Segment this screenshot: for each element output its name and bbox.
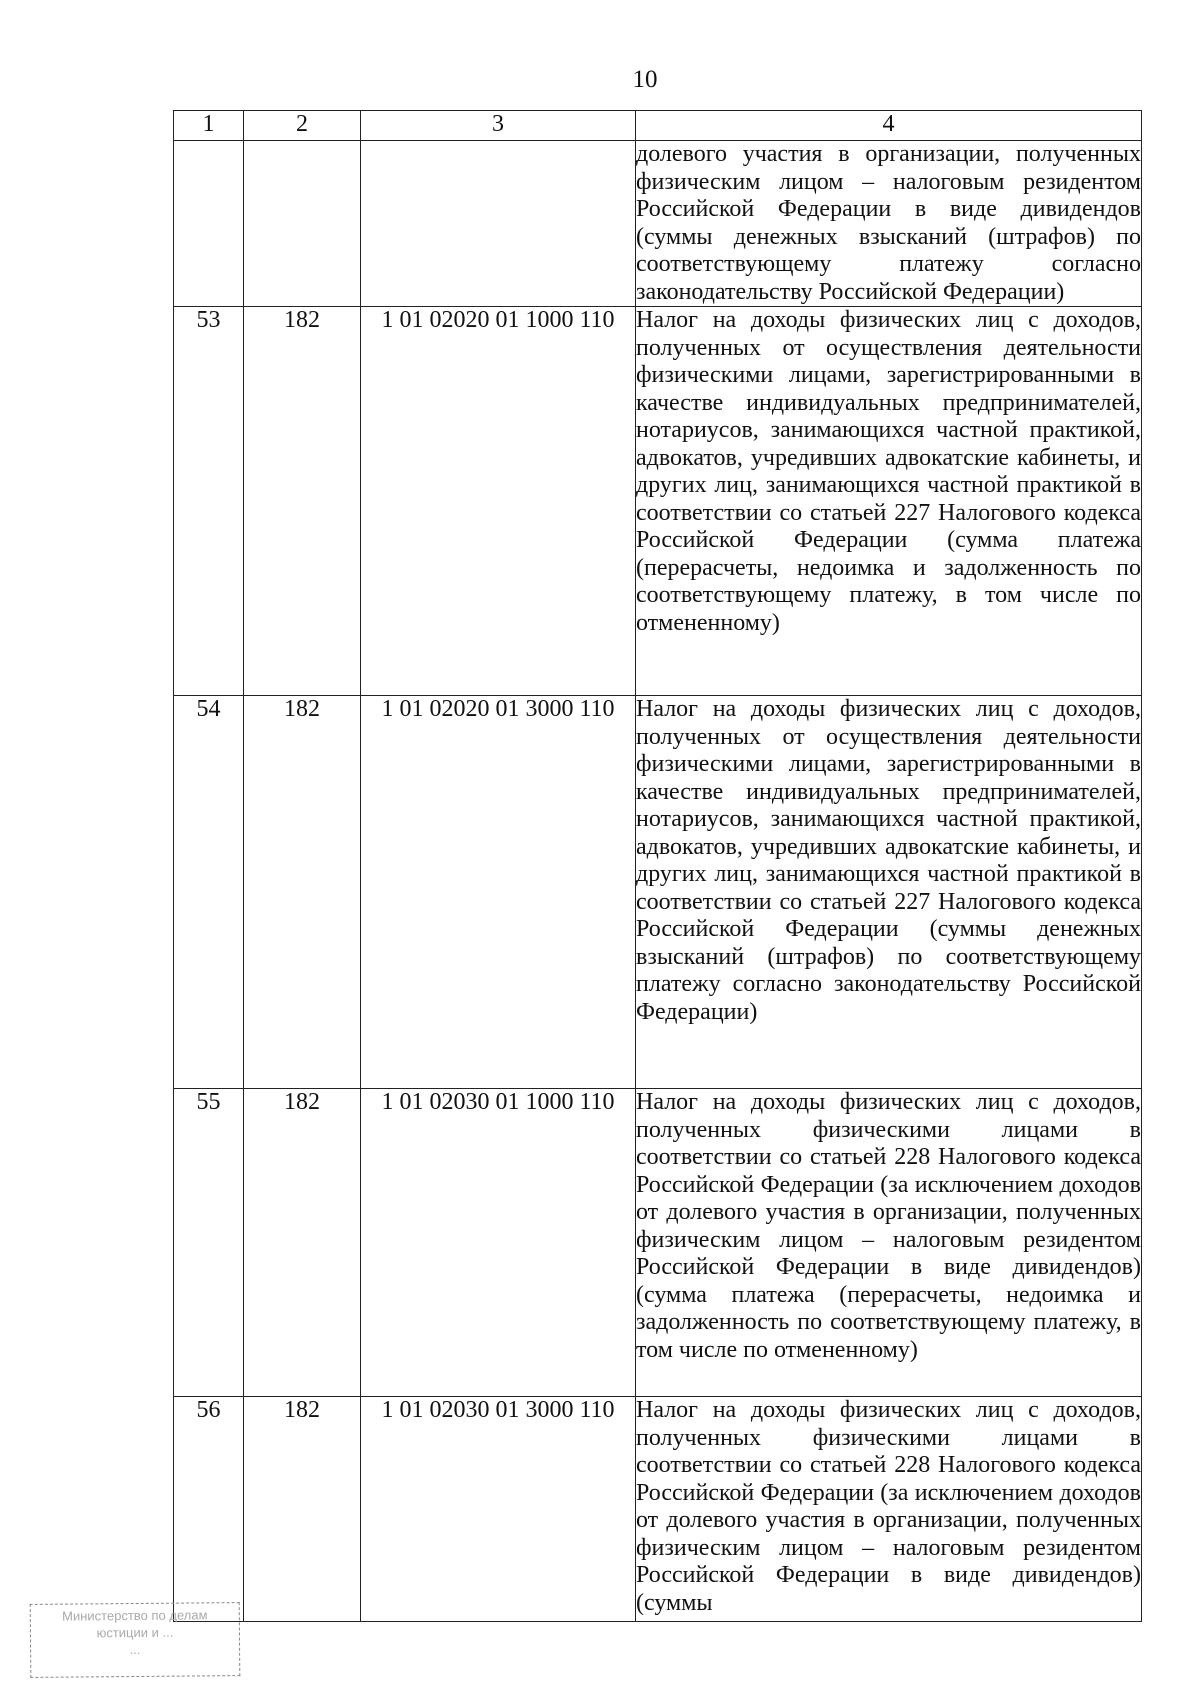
budget-classification-code <box>361 141 636 307</box>
header-col-3: 3 <box>361 111 636 141</box>
budget-codes-table <box>173 110 1142 1622</box>
row-number <box>174 141 244 307</box>
row-description: долевого участия в организации, полученных физическим лицом – налоговым резидентом Российской Федерации в виде дивидендов (суммы денежных взысканий (штрафов) по соответствующему платежу согласно законодательству Российской Федерации) <box>636 141 1141 305</box>
budget-classification-code: 1 01 02020 01 3000 110 <box>361 696 636 1089</box>
stamp-line: Министерство по делам <box>62 1607 208 1624</box>
table-header-row <box>174 111 1142 141</box>
row-description: Налог на доходы физических лиц с доходов, полученных физическими лицами в соответствии со статьей 228 Налогового кодекса Российской Федерации (за исключением доходов от долевого участия в организации, полученных физическим лицом – налоговым резидентом Российской Федерации в виде дивидендов) (суммы <box>636 1397 1142 1622</box>
header-col-4: 4 <box>636 111 1142 141</box>
admin-code: 182 <box>244 1397 361 1622</box>
row-description: Налог на доходы физических лиц с доходов, полученных от осуществления деятельности физическими лицами, зарегистрированными в качестве индивидуальных предпринимателей, нотариусов, занимающихся частной практикой, адвокатов, учредивших адвокатские кабинеты, и других лиц, занимающихся частной практикой в соответствии со статьей 227 Налогового кодекса Российской Федерации (суммы денежных взысканий (штрафов) по соответствующему платежу согласно законодательству Российской Федерации) <box>636 696 1142 1089</box>
stamp-line: ... <box>129 1641 141 1658</box>
admin-code: 182 <box>244 307 361 696</box>
table-row <box>174 141 1142 307</box>
table-row <box>174 1397 1142 1622</box>
page-number: 10 <box>632 66 658 93</box>
budget-classification-code: 1 01 02020 01 1000 110 <box>361 307 636 696</box>
row-number: 53 <box>174 307 244 696</box>
budget-classification-code: 1 01 02030 01 3000 110 <box>361 1397 636 1622</box>
row-number: 56 <box>174 1397 244 1622</box>
admin-code <box>244 141 361 307</box>
admin-code: 182 <box>244 696 361 1089</box>
row-description: Налог на доходы физических лиц с доходов, полученных от осуществления деятельности физическими лицами, зарегистрированными в качестве индивидуальных предпринимателей, нотариусов, занимающихся частной практикой, адвокатов, учредивших адвокатские кабинеты, и других лиц, занимающихся частной практикой в соответствии со статьей 227 Налогового кодекса Российской Федерации (сумма платежа (перерасчеты, недоимка и задолженность по соответствующему платежу, в том числе по отмененному) <box>636 307 1142 696</box>
stamp-line: юстиции и ... <box>96 1624 174 1641</box>
row-number: 55 <box>174 1089 244 1397</box>
row-number: 54 <box>174 696 244 1089</box>
header-col-1: 1 <box>174 111 244 141</box>
table-row <box>174 696 1142 1089</box>
table-row <box>174 1089 1142 1397</box>
admin-code: 182 <box>244 1089 361 1397</box>
table-row <box>174 307 1142 696</box>
ministry-stamp <box>30 1602 241 1678</box>
budget-classification-code: 1 01 02030 01 1000 110 <box>361 1089 636 1397</box>
header-col-2: 2 <box>244 111 361 141</box>
row-description: Налог на доходы физических лиц с доходов, полученных физическими лицами в соответствии со статьей 228 Налогового кодекса Российской Федерации (за исключением доходов от долевого участия в организации, полученных физическим лицом – налоговым резидентом Российской Федерации в виде дивидендов) (сумма платежа (перерасчеты, недоимка и задолженность по соответствующему платежу, в том числе по отмененному) <box>636 1089 1142 1397</box>
